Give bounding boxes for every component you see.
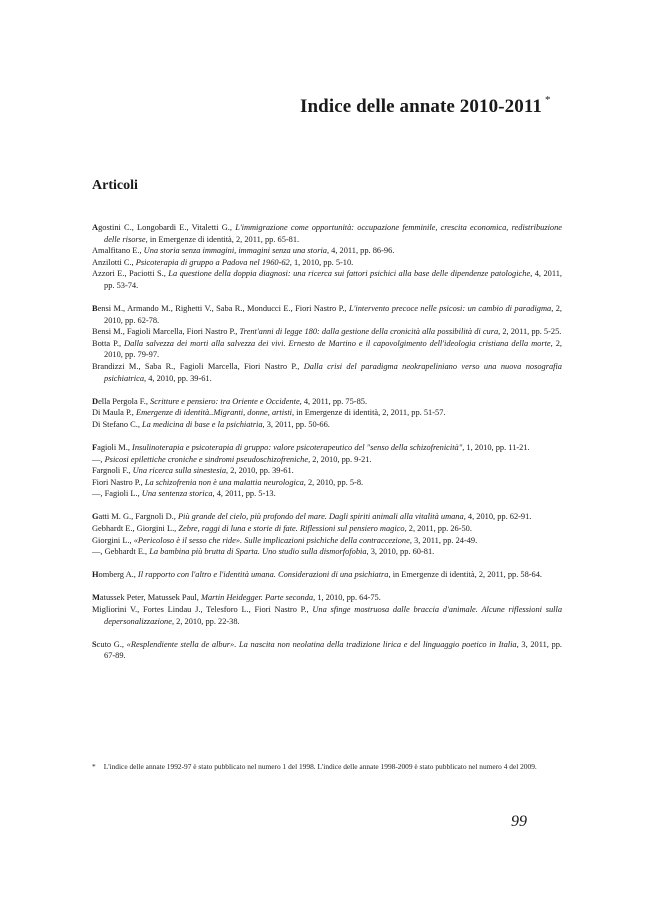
index-entry <box>92 535 562 547</box>
index-entry <box>92 407 562 419</box>
entry-reference: , 2, 2010, pp. 9-21. <box>308 454 372 464</box>
entry-title: Dalla salvezza dei morti alla salvezza dei vivi. Ernesto de Martino e il capovolgimento dell'ideologia cristiana della morte <box>124 338 551 348</box>
index-letter-group <box>92 442 562 500</box>
entry-reference: , 2, 2010, pp. 39-61. <box>226 466 294 476</box>
footnote-mark: * <box>92 762 96 771</box>
entry-title: «Pericoloso è il sesso che ride». Sulle implicazioni psichiche della contraccezione <box>133 535 410 545</box>
index-letter-group <box>92 639 562 662</box>
index-entry <box>92 569 562 581</box>
entry-reference: , 3, 2010, pp. 60-81. <box>366 547 435 557</box>
index-entry <box>92 396 562 408</box>
entry-title: Una ricerca sulla sinestesia <box>132 466 227 476</box>
entry-reference: , 2, 2010, pp. 62-78. <box>104 304 563 325</box>
entry-authors: Homberg A., <box>92 570 138 580</box>
entry-reference: , 4, 2011, pp. 75-85. <box>299 396 368 406</box>
title-footnote-mark: * <box>545 94 551 106</box>
index-entry <box>92 419 562 431</box>
entry-reference: , in Emergenze di identità, 2, 2011, pp. 51-57. <box>291 408 446 418</box>
entry-authors: Gatti M. G., Fargnoli D., <box>92 512 178 522</box>
entry-reference: , 2, 2011, pp. 26-50. <box>404 524 472 534</box>
entry-authors: Agostini C., Longobardi E., Vitaletti G., <box>92 223 236 232</box>
entry-authors: —, Fagioli L., <box>92 489 142 499</box>
index-entry <box>92 592 562 604</box>
index-letter-group <box>92 222 562 292</box>
entry-authors: Scuto G., <box>92 639 127 649</box>
index-entry <box>92 488 562 500</box>
index-letter-group <box>92 592 562 627</box>
index-entry <box>92 546 562 558</box>
index-entry <box>92 604 562 627</box>
entry-authors: Brandizzi M., Saba R., Fagioli Marcella, Fiori Nastro P., <box>92 362 304 372</box>
entry-authors: Di Maula P., <box>92 408 136 418</box>
entry-authors: Gebhardt E., Giorgini L., <box>92 524 179 534</box>
entry-authors: Amalfitano E., <box>92 246 144 256</box>
index-letter-group <box>92 303 562 384</box>
entry-reference: , 4, 2011, pp. 53-74. <box>104 269 562 290</box>
index-entry <box>92 257 562 269</box>
entry-authors: Matussek Peter, Matussek Paul, <box>92 593 201 603</box>
entry-title: Una sentenza storica <box>141 489 213 499</box>
entry-title: Insulinoterapia e psicoterapia di gruppo: valore psicoterapeutico del "senso della schizofrenicità" <box>132 443 463 452</box>
entry-title: «Resplendiente stella de albur». La nascita non neolatina della tradizione lirica e del linguaggio poetico in Italia <box>126 639 517 649</box>
index-letter-group <box>92 511 562 557</box>
entry-reference: , in Emergenze di identità, 2, 2011, pp. 58-64. <box>388 570 543 580</box>
entry-reference: , 4, 2010, pp. 62-91. <box>463 512 532 522</box>
entry-title: Psicoterapia di gruppo a Padova nel 1960-62 <box>135 257 290 267</box>
entry-title: La bambina più brutta di Sparta. Uno studio sulla dismorfofobia <box>149 547 367 557</box>
index-entry <box>92 454 562 466</box>
entry-authors: Migliorini V., Fortes Lindau J., Telesforo L., Fiori Nastro P., <box>92 605 313 615</box>
index-entry <box>92 222 562 245</box>
entry-reference: , 3, 2011, pp. 50-66. <box>262 419 330 429</box>
page-number: 99 <box>511 813 527 830</box>
index-entry <box>92 465 562 477</box>
index-entry <box>92 361 562 384</box>
entry-title: Psicosi epilettiche croniche e sindromi pseudoschizofreniche <box>104 454 309 464</box>
entry-authors: —, <box>92 454 105 464</box>
entry-authors: Bensi M., Fagioli Marcella, Fiori Nastro P., <box>92 327 240 337</box>
entry-reference: , 2, 2010, pp. 79-97. <box>104 338 562 360</box>
entry-title: Emergenze di identità..Migranti, donne, artisti <box>135 408 292 418</box>
entry-title: Zebre, raggi di luna e storie di fate. Riflessioni sul pensiero magico <box>178 524 405 534</box>
section-heading: Articoli <box>92 178 138 193</box>
index-entry <box>92 639 562 662</box>
page-title <box>300 96 551 118</box>
entry-authors: Azzori E., Paciotti S., <box>92 269 169 279</box>
index-entry <box>92 442 562 454</box>
entry-title: Una storia senza immagini, immagini senza una storia <box>143 246 327 256</box>
entry-reference: , 4, 2011, pp. 86-96. <box>326 246 395 256</box>
footnote-text: L'indice delle annate 1992-97 è stato pubblicato nel numero 1 del 1998. L'indice delle annate 1998-2009 è stato pubblicato nel numero 4 del 2009. <box>103 762 537 771</box>
entry-reference: , 1, 2010, pp. 11-21. <box>462 443 530 452</box>
index-letter-group <box>92 569 562 581</box>
entry-authors: —, Gebhardt E., <box>92 547 150 557</box>
entry-title: Il rapporto con l'altro e l'identità umana. Considerazioni di una psichiatra <box>137 570 389 580</box>
entry-title: Trent'anni di legge 180: dalla gestione della cronicità alla possibilità di cura <box>239 327 499 337</box>
index-entry <box>92 326 562 338</box>
entry-authors: Fargnoli F., <box>92 466 133 476</box>
entry-authors: Botta P., <box>92 338 125 348</box>
entry-title: La schizofrenia non è una malattia neurologica <box>144 477 304 487</box>
entry-title: L'intervento precoce nelle psicosi: un cambio di paradigma <box>348 304 552 314</box>
title-text: Indice delle annate 2010-2011 <box>300 96 542 117</box>
entry-reference: , 4, 2010, pp. 39-61. <box>144 373 212 383</box>
entry-reference: , in Emergenze di identità, 2, 2011, pp. 65-81. <box>145 234 300 244</box>
entry-title: Dalla crisi del paradigma neokrapeliniano verso una nuova nosografia psichiatrica <box>104 362 562 383</box>
entry-authors: Fagioli M., <box>92 443 133 452</box>
index-letter-group <box>92 396 562 431</box>
entry-reference: , 1, 2010, pp. 64-75. <box>313 593 381 603</box>
index-entry <box>92 523 562 535</box>
entry-reference: , 2, 2011, pp. 5-25. <box>498 327 562 337</box>
footnote <box>92 762 562 772</box>
entry-title: La questione della doppia diagnosi: una ricerca sui fattori psichici alla base delle dipendenze patologiche <box>168 269 531 279</box>
index-entry <box>92 303 562 326</box>
entry-reference: , 3, 2011, pp. 67-89. <box>104 639 562 661</box>
entry-title: La medicina di base e la psichiatria <box>142 419 263 429</box>
entry-authors: Giorgini L., <box>92 535 134 545</box>
entry-authors: Fiori Nastro P., <box>92 477 145 487</box>
entry-authors: Della Pergola F., <box>92 396 151 406</box>
entry-title: Martin Heidegger. Parte seconda <box>201 593 314 603</box>
entry-reference: , 2, 2010, pp. 5-8. <box>303 477 364 487</box>
entry-reference: , 2, 2010, pp. 22-38. <box>171 616 240 626</box>
entry-authors: Di Stefano C., <box>92 419 143 429</box>
entry-authors: Bensi M., Armando M., Righetti V., Saba R., Monducci E., Fiori Nastro P., <box>92 304 349 314</box>
entry-reference: , 3, 2011, pp. 24-49. <box>409 535 478 545</box>
article-index-list <box>92 222 562 673</box>
index-entry <box>92 511 562 523</box>
index-entry <box>92 268 562 291</box>
entry-reference: , 4, 2011, pp. 5-13. <box>212 489 276 499</box>
entry-title: Più grande del cielo, più profondo del mare. Dagli spiriti animali alla vitalità umana <box>177 512 464 522</box>
entry-authors: Anzilotti C., <box>92 257 136 267</box>
entry-title: Scritture e pensiero: tra Oriente e Occidente <box>150 396 300 406</box>
index-entry <box>92 245 562 257</box>
index-entry <box>92 477 562 489</box>
index-entry <box>92 338 562 361</box>
entry-title: Una sfinge mostruosa dalle braccia d'animale. Alcune riflessioni sulla depersonalizzazione <box>104 605 563 626</box>
entry-reference: , 1, 2010, pp. 5-10. <box>289 257 354 267</box>
entry-title: L'immigrazione come opportunità: occupazione femminile, crescita economica, redistribuzione delle risorse <box>104 223 562 244</box>
